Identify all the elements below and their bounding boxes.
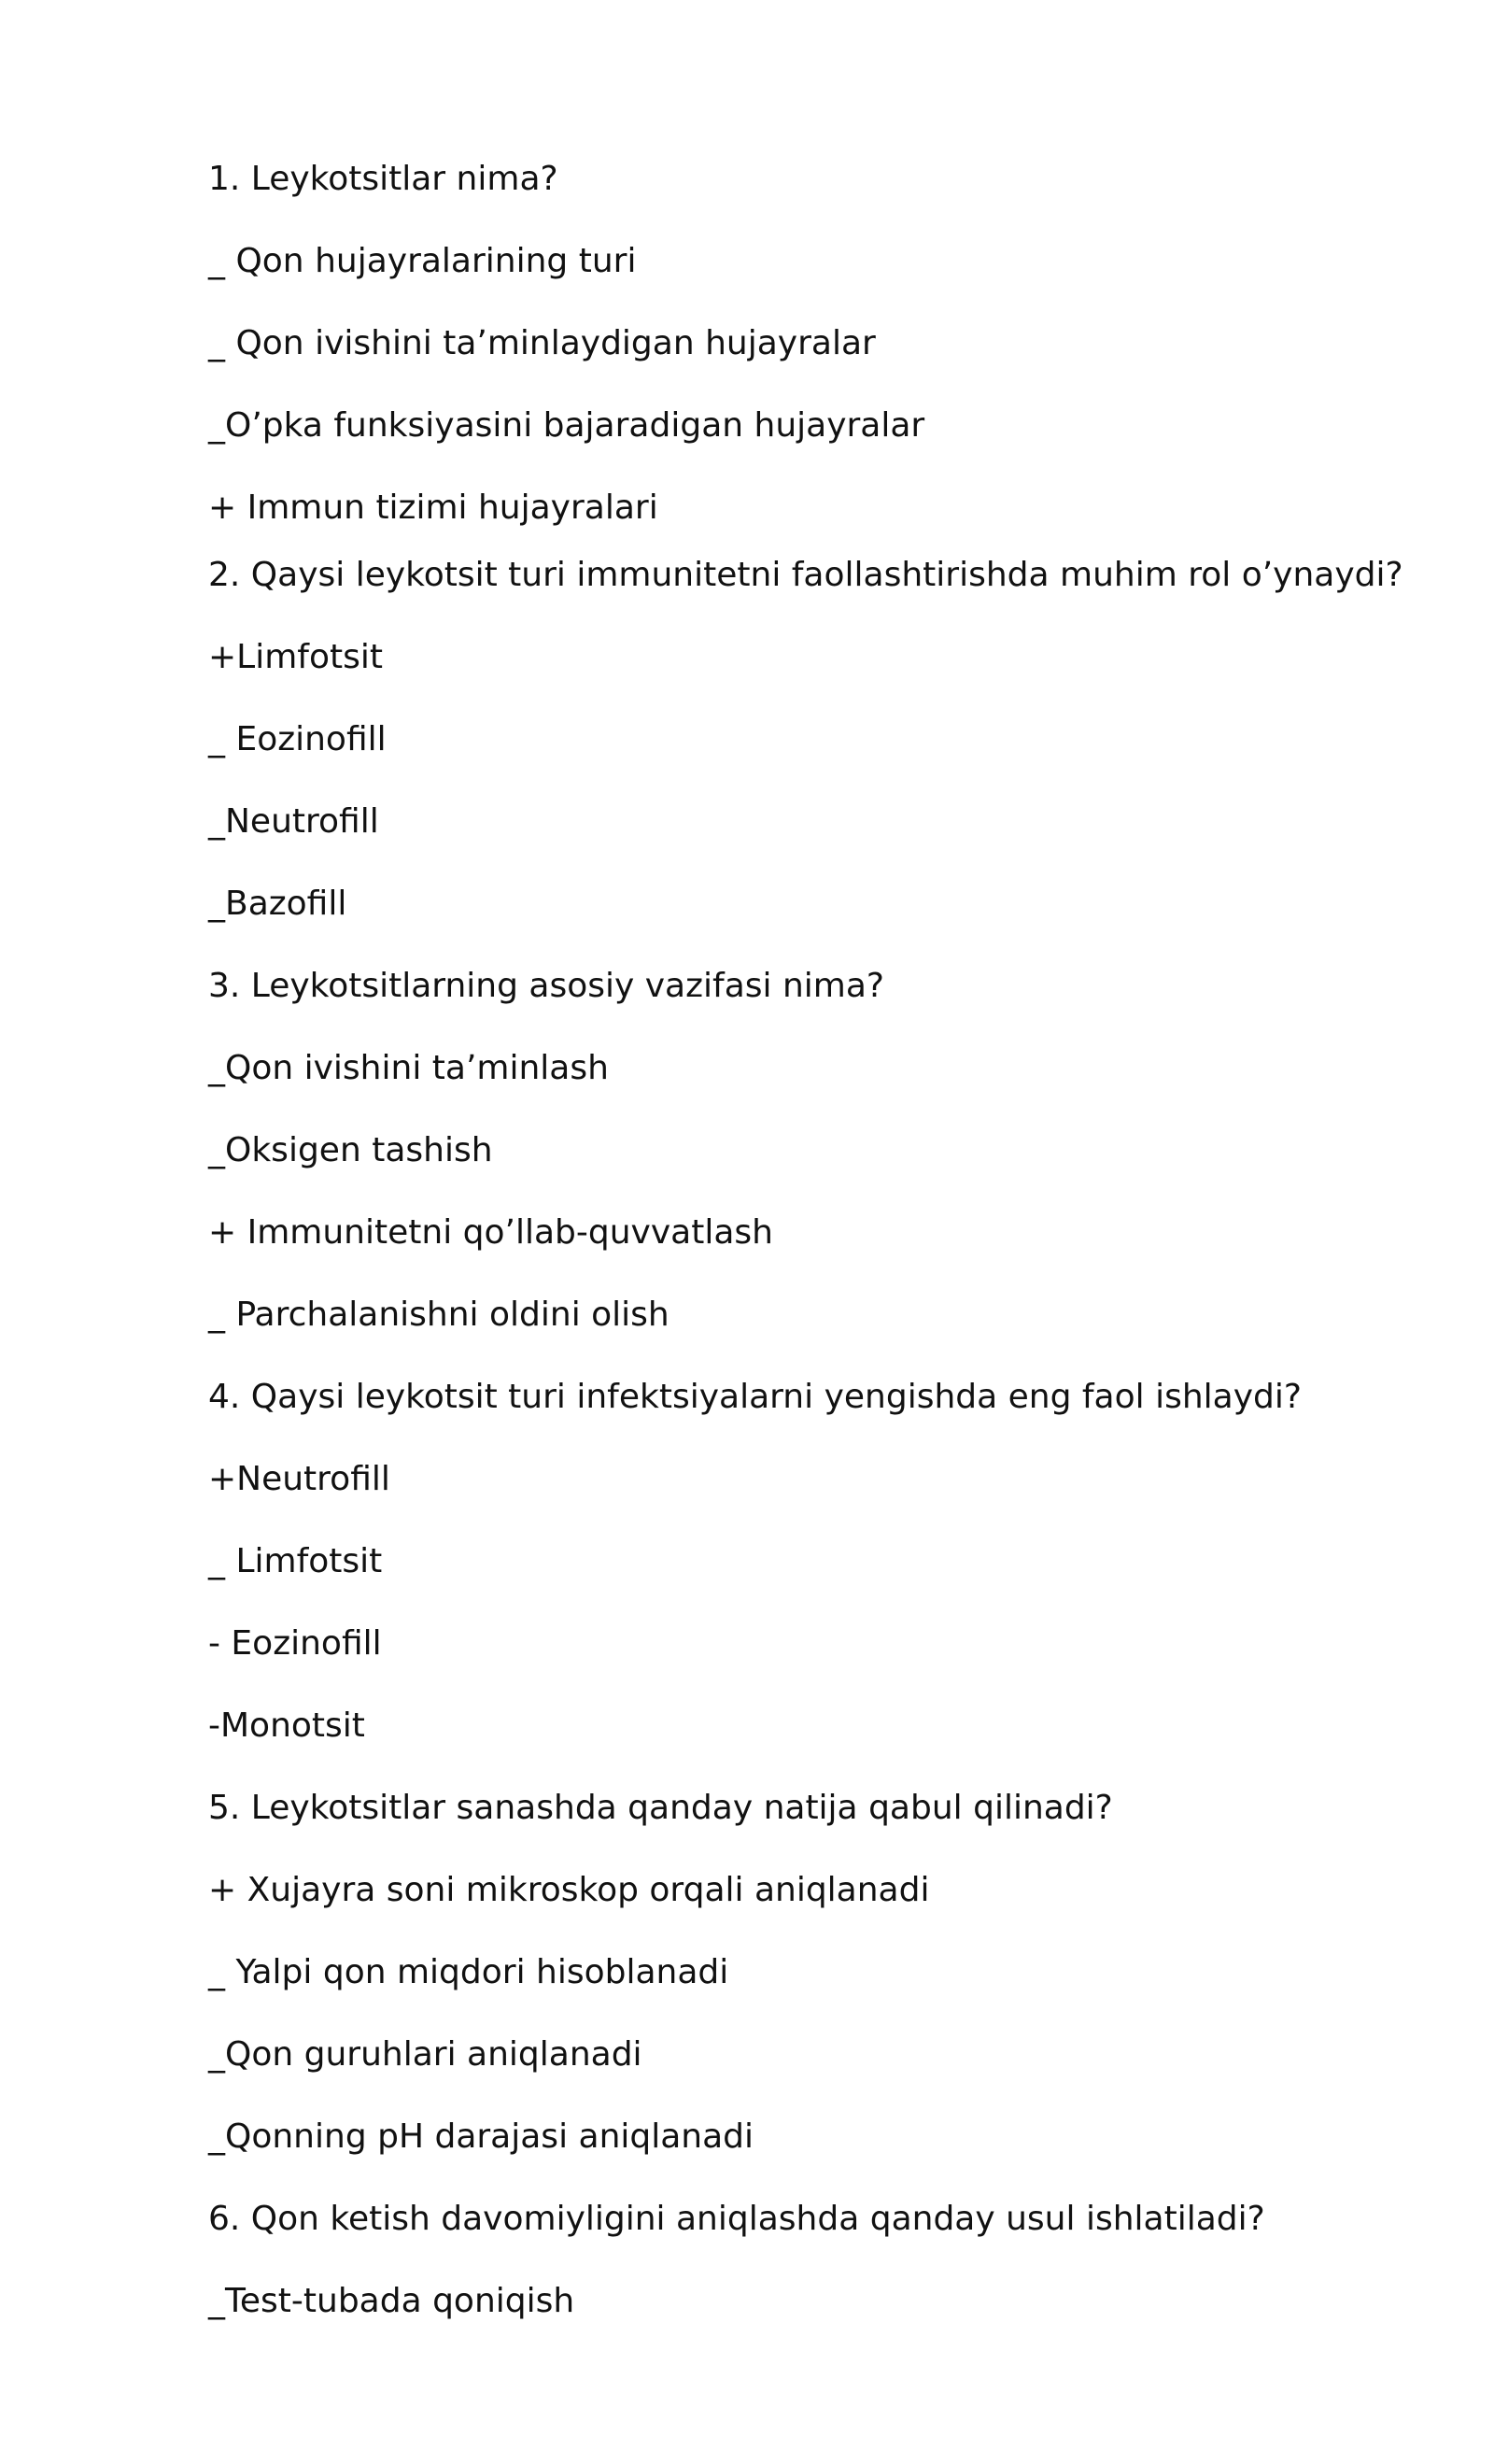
question-1-option-1: _ Qon hujayralarining turi: [208, 242, 637, 280]
question-5-option-4: _Qonning pH darajasi aniqlanadi: [208, 2117, 754, 2156]
question-1-option-3: _O’pka funksiyasini bajaradigan hujayralar: [208, 406, 925, 445]
question-4-option-1: +Neutrofill: [208, 1460, 390, 1498]
question-2-option-1: +Limfotsit: [208, 638, 383, 676]
question-4-option-3: - Eozinofill: [208, 1624, 382, 1663]
question-1-option-2: _ Qon ivishini ta’minlaydigan hujayralar: [208, 324, 876, 362]
question-1: 1. Leykotsitlar nima?: [208, 160, 558, 198]
question-2-option-4: _Bazofill: [208, 885, 347, 923]
question-2-option-2: _ Eozinofill: [208, 720, 387, 758]
question-6-option-1: _Test-tubada qoniqish: [208, 2282, 575, 2320]
question-4-option-2: _ Limfotsit: [208, 1542, 383, 1580]
question-4: 4. Qaysi leykotsit turi infektsiyalarni yengishda eng faol ishlaydi?: [208, 1378, 1302, 1416]
question-5-option-3: _Qon guruhlari aniqlanadi: [208, 2035, 642, 2074]
question-3-option-1: _Qon ivishini ta’minlash: [208, 1049, 609, 1087]
question-6: 6. Qon ketish davomiyligini aniqlashda qanday usul ishlatiladi?: [208, 2200, 1265, 2238]
question-3-option-4: _ Parchalanishni oldini olish: [208, 1296, 669, 1334]
question-5: 5. Leykotsitlar sanashda qanday natija qabul qilinadi?: [208, 1789, 1113, 1827]
question-4-option-4: -Monotsit: [208, 1706, 365, 1745]
question-3-option-3: + Immunitetni qo’llab-quvvatlash: [208, 1213, 773, 1252]
question-5-option-1: + Xujayra soni mikroskop orqali aniqlanadi: [208, 1871, 930, 1909]
question-3: 3. Leykotsitlarning asosiy vazifasi nima?: [208, 967, 885, 1005]
question-2-option-3: _Neutrofill: [208, 802, 379, 841]
question-1-option-4: + Immun tizimi hujayralari: [208, 489, 658, 527]
question-3-option-2: _Oksigen tashish: [208, 1131, 493, 1169]
question-5-option-2: _ Yalpi qon miqdori hisoblanadi: [208, 1953, 729, 1991]
question-2: 2. Qaysi leykotsit turi immunitetni faollashtirishda muhim rol o’ynaydi?: [208, 556, 1403, 594]
